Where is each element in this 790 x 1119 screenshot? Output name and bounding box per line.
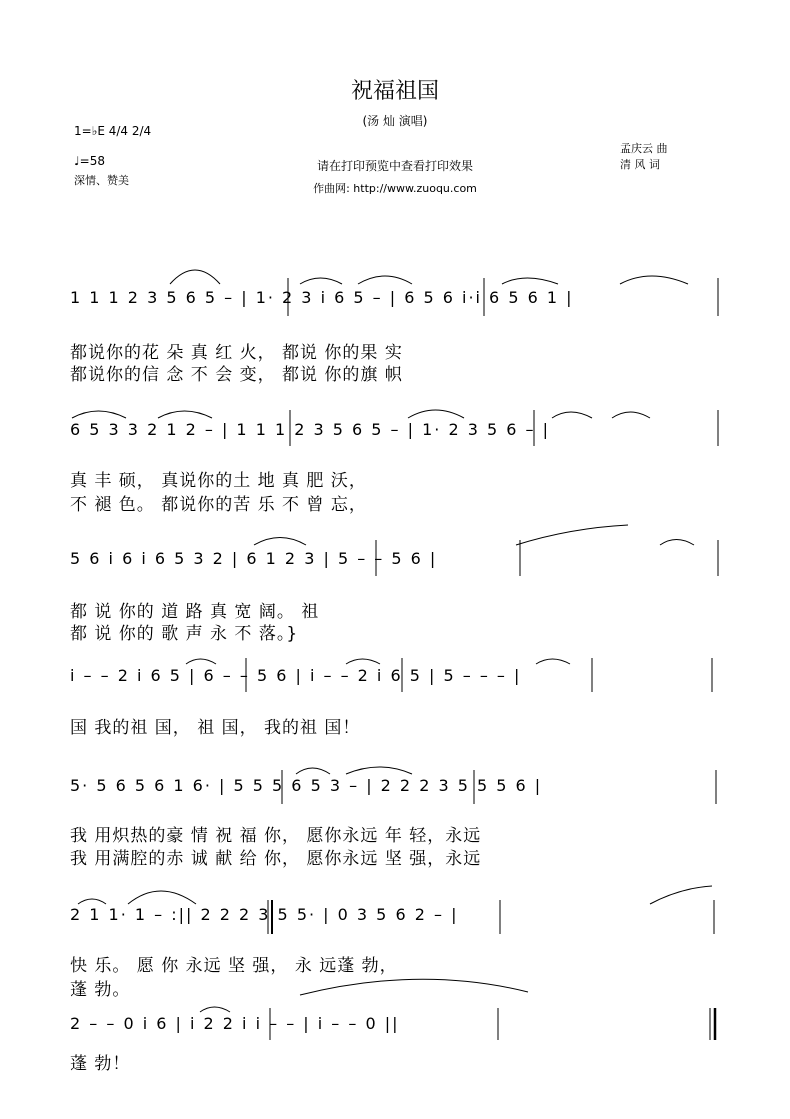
lyric-line: 都说你的花 朵 真 红 火， 都说 你的果 实	[70, 343, 403, 363]
lyric-line: 都说你的信 念 不 会 变， 都说 你的旗 帜	[70, 365, 403, 385]
composer-credit: 孟庆云 曲	[620, 142, 668, 155]
lyric-line: 都 说 你的 道 路 真 宽 阔。 祖	[70, 602, 320, 622]
notation-line: 5· 5 6 5 6 1 6· | 5 5 5 6 5 3 – | 2 2 2 3 5 5 5 6 |	[70, 776, 543, 795]
print-notice: 请在打印预览中查看打印效果	[316, 159, 473, 173]
notation-line: 2 – – 0 i 6 | i 2 2 i i – – | i – – 0 ||	[70, 1014, 400, 1033]
lyric-line: 真 丰 硕， 真说你的土 地 真 肥 沃，	[70, 471, 367, 491]
lyric-line: 国 我的祖 国， 祖 国， 我的祖 国！	[70, 718, 361, 738]
mood-marking: 深情、赞美	[74, 174, 129, 187]
key-signature: 1=♭E 4/4 2/4	[74, 124, 152, 138]
lyric-line: 快 乐。 愿 你 永远 坚 强， 永 远蓬 勃，	[70, 956, 398, 976]
notation-line: i – – 2 i 6 5 | 6 – – 5 6 | i – – 2 i 6 5 | 5 – – – |	[70, 666, 522, 685]
performer-credit: (汤 灿 演唱)	[362, 114, 428, 128]
song-title: 祝福祖国	[350, 79, 439, 104]
lyric-line: 都 说 你的 歌 声 永 不 落。}	[70, 624, 299, 644]
lyric-line: 我 用炽热的豪 情 祝 福 你， 愿你永远 年 轻，永远	[70, 826, 482, 846]
lyric-line: 蓬 勃。	[70, 980, 131, 1000]
lyric-line: 不 褪 色。 都说你的苦 乐 不 曾 忘，	[70, 495, 367, 515]
lyric-line: 我 用满腔的赤 诚 献 给 你， 愿你永远 坚 强，永远	[70, 849, 482, 869]
notation-line: 5 6 i 6 i 6 5 3 2 | 6 1 2 3 | 5 – – 5 6 |	[70, 549, 438, 568]
lyric-line: 蓬 勃！	[70, 1054, 131, 1074]
tempo-marking: ♩=58	[74, 154, 105, 168]
notation-line: 6 5 3 3 2 1 2 – | 1 1 1 2 3 5 6 5 – | 1· 2 3 5 6 – |	[70, 420, 550, 439]
notation-line: 1 1 1 2 3 5 6 5 – | 1· 2 3 i 6 5 – | 6 5 6 i·i 6 5 6 1 |	[70, 288, 574, 307]
site-credit: 作曲网: http://www.zuoqu.com	[313, 182, 477, 195]
notation-line: 2 1 1· 1 – :|| 2 2 2 3 5 5· | 0 3 5 6 2 – |	[70, 905, 459, 924]
lyricist-credit: 清 风 词	[620, 158, 660, 171]
